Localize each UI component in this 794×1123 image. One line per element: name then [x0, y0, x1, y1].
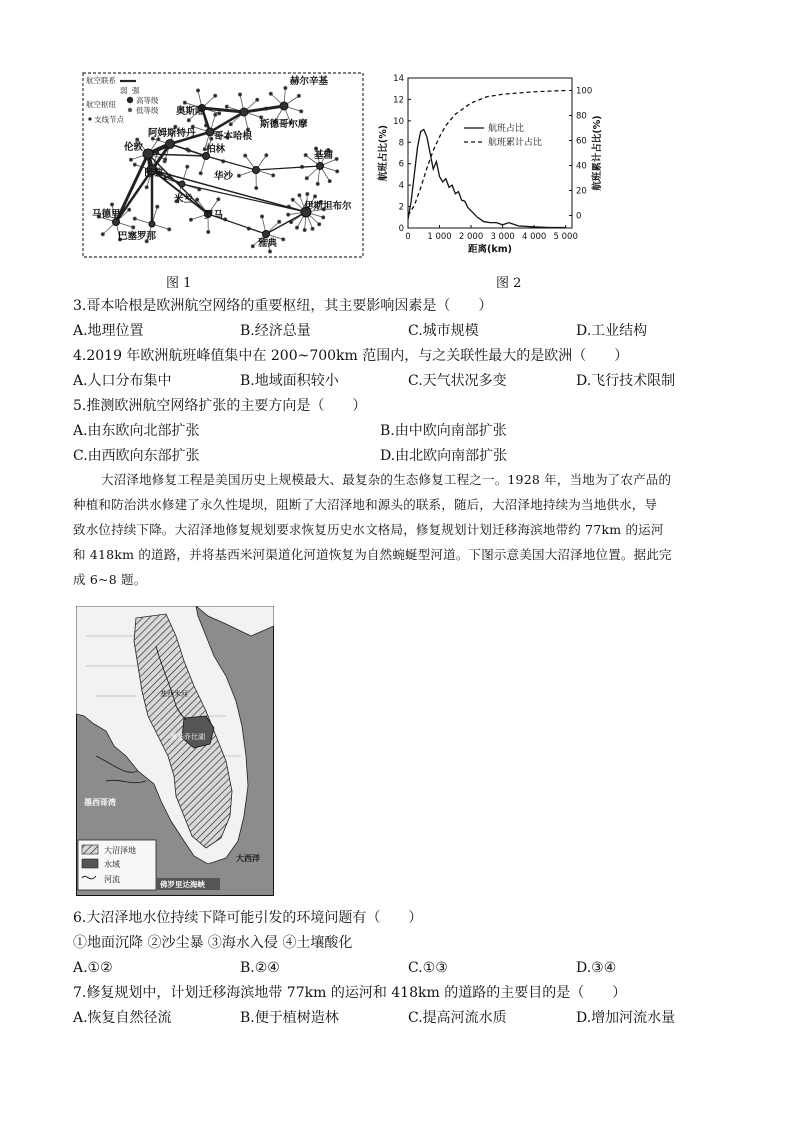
q4-option-d[interactable]: D.飞行技术限制 — [576, 373, 676, 389]
hub-kyiv — [317, 163, 324, 170]
branch-node — [287, 213, 290, 216]
branch-node — [186, 165, 189, 168]
fig2-caption: 图 2 — [496, 276, 522, 291]
city-barcelona: 巴塞罗那 — [118, 231, 157, 242]
q6-option-b[interactable]: B.②④ — [240, 960, 280, 976]
y-right-tick-label: 80 — [576, 111, 587, 122]
branch-node — [164, 158, 167, 161]
branch-node — [101, 233, 104, 236]
legend-title: 航空联系 — [86, 76, 116, 85]
city-istanbul: 伊斯坦布尔 — [304, 201, 352, 212]
passage-line-4: 和 418km 的道路，并将基西米河渠道化河道恢复为自然蜿蜒型河道。下图示意美国大沼泽地位置。据此完 — [73, 547, 672, 562]
branch-node — [133, 217, 136, 220]
legend-node: 支线节点 — [94, 115, 124, 124]
passage-line-5: 成 6~8 题。 — [73, 572, 147, 587]
branch-node — [136, 138, 139, 141]
q4-option-b[interactable]: B.地域面积较小 — [240, 373, 339, 389]
branch-node — [199, 172, 202, 175]
q6-sub: ①地面沉降 ②沙尘暴 ③海水入侵 ④土壤酸化 — [73, 935, 353, 951]
city-amsterdam: 阿姆斯特丹 — [148, 128, 196, 139]
fig1-caption: 图 1 — [166, 276, 192, 291]
y-right-tick-label: 20 — [576, 186, 587, 197]
city-rome: 罗马 — [204, 210, 224, 221]
branch-node — [183, 101, 186, 104]
y-left-tick-label: 14 — [393, 74, 404, 84]
branch-node — [133, 163, 136, 166]
hub-athens — [263, 231, 270, 238]
y-left-tick-label: 6 — [398, 159, 404, 170]
x-tick-label: 2 000 — [458, 232, 484, 242]
q5-option-b[interactable]: B.由中欧向南部扩张 — [380, 423, 507, 439]
hub-helsinki — [280, 102, 288, 110]
city-berlin: 柏林 — [206, 144, 226, 155]
y-left-tick-label: 8 — [398, 138, 404, 149]
figure-2 — [372, 68, 608, 264]
y-right-tick-label: 100 — [576, 86, 593, 97]
city-helsinki: 赫尔辛基 — [290, 76, 329, 87]
plot-frame — [408, 78, 572, 228]
x-axis-label: 距离(km) — [468, 244, 512, 255]
label-lake: 奥基乔比湖 — [170, 733, 205, 741]
legend-wetland: 大沼泽地 — [104, 846, 136, 855]
branch-node — [322, 216, 325, 219]
q3-stem: 3.哥本哈根是欧洲航空网络的重要枢纽，其主要影响因素是（ ） — [73, 298, 493, 314]
branch-node — [291, 198, 294, 201]
passage-line-2: 种植和防治洪水修建了永久性堤坝，阻断了大沼泽地和源头的联系，随后，大沼泽地持续为当地供水，导 — [73, 497, 658, 512]
branch-node — [304, 154, 307, 157]
city-milan: 米兰 — [174, 194, 194, 205]
hub-amsterdam — [166, 140, 175, 149]
legend-water: 水域 — [104, 860, 120, 869]
legend-label-1: 航班占比 — [488, 124, 525, 134]
y-left-tick-label: 4 — [398, 181, 404, 192]
legend-strong: 强 — [132, 86, 140, 95]
y-left-axis-label: 航班占比(%) — [378, 124, 389, 182]
q4-option-a[interactable]: A.人口分布集中 — [73, 373, 172, 389]
q6-stem: 6.大沼泽地水位持续下降可能引发的环境问题有（ ） — [73, 910, 423, 926]
branch-node — [311, 227, 314, 230]
hub-london — [143, 149, 153, 159]
legend-hub: 航空枢纽 — [86, 100, 116, 109]
legend-low: 低等级 — [136, 106, 159, 115]
y-left-tick-label: 0 — [398, 224, 404, 234]
branch-node — [225, 105, 228, 108]
branch-node — [207, 230, 210, 233]
branch-node — [313, 195, 316, 198]
q4-stem: 4.2019 年欧洲航班峰值集中在 200~700km 范围内，与之关联性最大的是欧洲（ ） — [73, 348, 629, 364]
q3-option-c[interactable]: C.城市规模 — [408, 323, 479, 339]
branch-node — [210, 137, 213, 140]
branch-node — [196, 198, 199, 201]
y-left-tick-label: 2 — [398, 202, 404, 213]
city-oslo: 奥斯陆 — [176, 106, 205, 117]
hub-milan — [179, 181, 185, 187]
q3-option-b[interactable]: B.经济总量 — [240, 323, 311, 339]
branch-node — [214, 94, 217, 97]
q5-option-a[interactable]: A.由东欧向北部扩张 — [73, 423, 200, 439]
passage — [73, 467, 723, 592]
label-ocean: 大西洋 — [236, 854, 260, 863]
hub-stockholm — [240, 108, 248, 116]
branch-node — [297, 94, 300, 97]
city-madrid: 马德里 — [92, 209, 121, 220]
figure-1 — [82, 72, 364, 258]
branch-node — [303, 228, 306, 231]
x-tick-label: 1 000 — [427, 232, 452, 242]
q3-option-a[interactable]: A.地理位置 — [73, 323, 144, 339]
x-tick-label: 0 — [405, 232, 411, 242]
y-left-tick-label: 12 — [393, 95, 404, 106]
q3-option-d[interactable]: D.工业结构 — [576, 323, 648, 339]
city-stockholm: 斯德哥尔摩 — [260, 119, 308, 130]
branch-node — [328, 180, 331, 183]
city-warsaw: 华沙 — [214, 171, 234, 182]
branch-node — [128, 208, 131, 211]
legend-high: 高等级 — [136, 96, 159, 105]
legend-weak: 弱 — [120, 86, 128, 95]
q7-option-c[interactable]: C.提高河流水质 — [408, 1010, 507, 1026]
branch-node — [145, 186, 148, 189]
city-london: 伦敦 — [124, 142, 144, 153]
q5-stem: 5.推测欧洲航空网络扩张的主要方向是（ ） — [73, 398, 367, 414]
y-right-axis-label: 航班累计占比(%) — [592, 115, 603, 191]
q7-stem: 7.修复规划中，计划迁移海滨地带 77km 的运河和 418km 的道路的主要目的是（ ） — [73, 985, 627, 1001]
y-left-tick-label: 10 — [393, 116, 404, 127]
branch-node — [237, 174, 240, 177]
label-gulf: 墨西哥湾 — [84, 798, 116, 807]
series-line-1 — [408, 129, 566, 227]
branch-node — [284, 86, 287, 89]
branch-node — [217, 198, 220, 201]
passage-line-3: 致水位持续下降。大沼泽地修复规划要求恢复历史水文格局，修复规划计划迁移海滨地带约 77km 的运河 — [73, 522, 664, 537]
branch-node — [306, 192, 309, 195]
q5-option-c[interactable]: C.由西欧向东部扩张 — [73, 448, 200, 464]
branch-node — [300, 110, 303, 113]
branch-node — [255, 186, 258, 189]
branch-node — [269, 92, 272, 95]
y-right-tick-label: 0 — [576, 211, 582, 222]
y-right-tick-label: 60 — [576, 136, 587, 147]
branch-node — [318, 223, 321, 226]
city-kyiv: 基辅 — [314, 150, 334, 161]
everglades-map — [76, 606, 274, 896]
branch-node — [335, 157, 338, 160]
q5-option-d[interactable]: D.由北欧向南部扩张 — [380, 448, 508, 464]
city-athens: 雅典 — [258, 238, 278, 249]
branch-node — [189, 218, 192, 221]
q6-option-a[interactable]: A.①② — [73, 960, 113, 976]
q4-option-c[interactable]: C.天气状况多变 — [408, 373, 507, 389]
q7-option-d[interactable]: D.增加河流水量 — [576, 1010, 676, 1026]
branch-node — [265, 154, 268, 157]
branch-node — [268, 250, 271, 253]
x-tick-label: 3 000 — [490, 232, 515, 242]
branch-node — [260, 215, 263, 218]
air-network-map — [82, 72, 364, 258]
branch-node — [168, 228, 171, 231]
branch-node — [295, 226, 298, 229]
branch-node — [229, 123, 232, 126]
q7-option-a[interactable]: A.恢复自然径流 — [73, 1010, 172, 1026]
label-strait: 佛罗里达海峡 — [160, 880, 205, 889]
city-paris: 巴黎 — [144, 168, 164, 179]
branch-node — [244, 154, 247, 157]
branch-node — [278, 220, 281, 223]
branch-node — [282, 238, 285, 241]
branch-node — [129, 158, 132, 161]
y-right-tick-label: 40 — [576, 161, 587, 172]
legend-label-2: 航班累计占比 — [488, 138, 543, 148]
branch-node — [238, 93, 241, 96]
q6-option-d[interactable]: D.③④ — [576, 960, 617, 976]
branch-node — [214, 113, 217, 116]
branch-node — [272, 174, 275, 177]
branch-node — [156, 205, 159, 208]
hub-warsaw — [253, 167, 260, 174]
branch-node — [298, 194, 301, 197]
series-line-2 — [408, 91, 566, 216]
branch-node — [336, 170, 339, 173]
q6-option-c[interactable]: C.①③ — [408, 960, 448, 976]
branch-node — [132, 226, 135, 229]
x-tick-label: 4 000 — [521, 232, 547, 242]
branch-node — [251, 245, 254, 248]
branch-node — [256, 98, 259, 101]
flight-distance-chart — [372, 68, 608, 264]
x-tick-label: 5 000 — [553, 232, 578, 242]
city-copenhagen: 哥本哈根 — [214, 131, 253, 142]
legend-river: 河流 — [104, 875, 120, 884]
branch-node — [305, 177, 308, 180]
branch-node — [110, 203, 113, 206]
hub-copenhagen — [206, 128, 214, 136]
branch-node — [187, 119, 190, 122]
q7-option-b[interactable]: B.便于植树造林 — [240, 1010, 339, 1026]
passage-line-1: 大沼泽地修复工程是美国历史上规模最大、最复杂的生态修复工程之一。1928 年，当地为了农产品的 — [101, 472, 672, 487]
branch-node — [196, 89, 199, 92]
branch-node — [316, 182, 319, 185]
label-river: 基西米河 — [160, 690, 188, 698]
hub-barcelona — [149, 221, 155, 227]
branch-node — [218, 112, 221, 115]
